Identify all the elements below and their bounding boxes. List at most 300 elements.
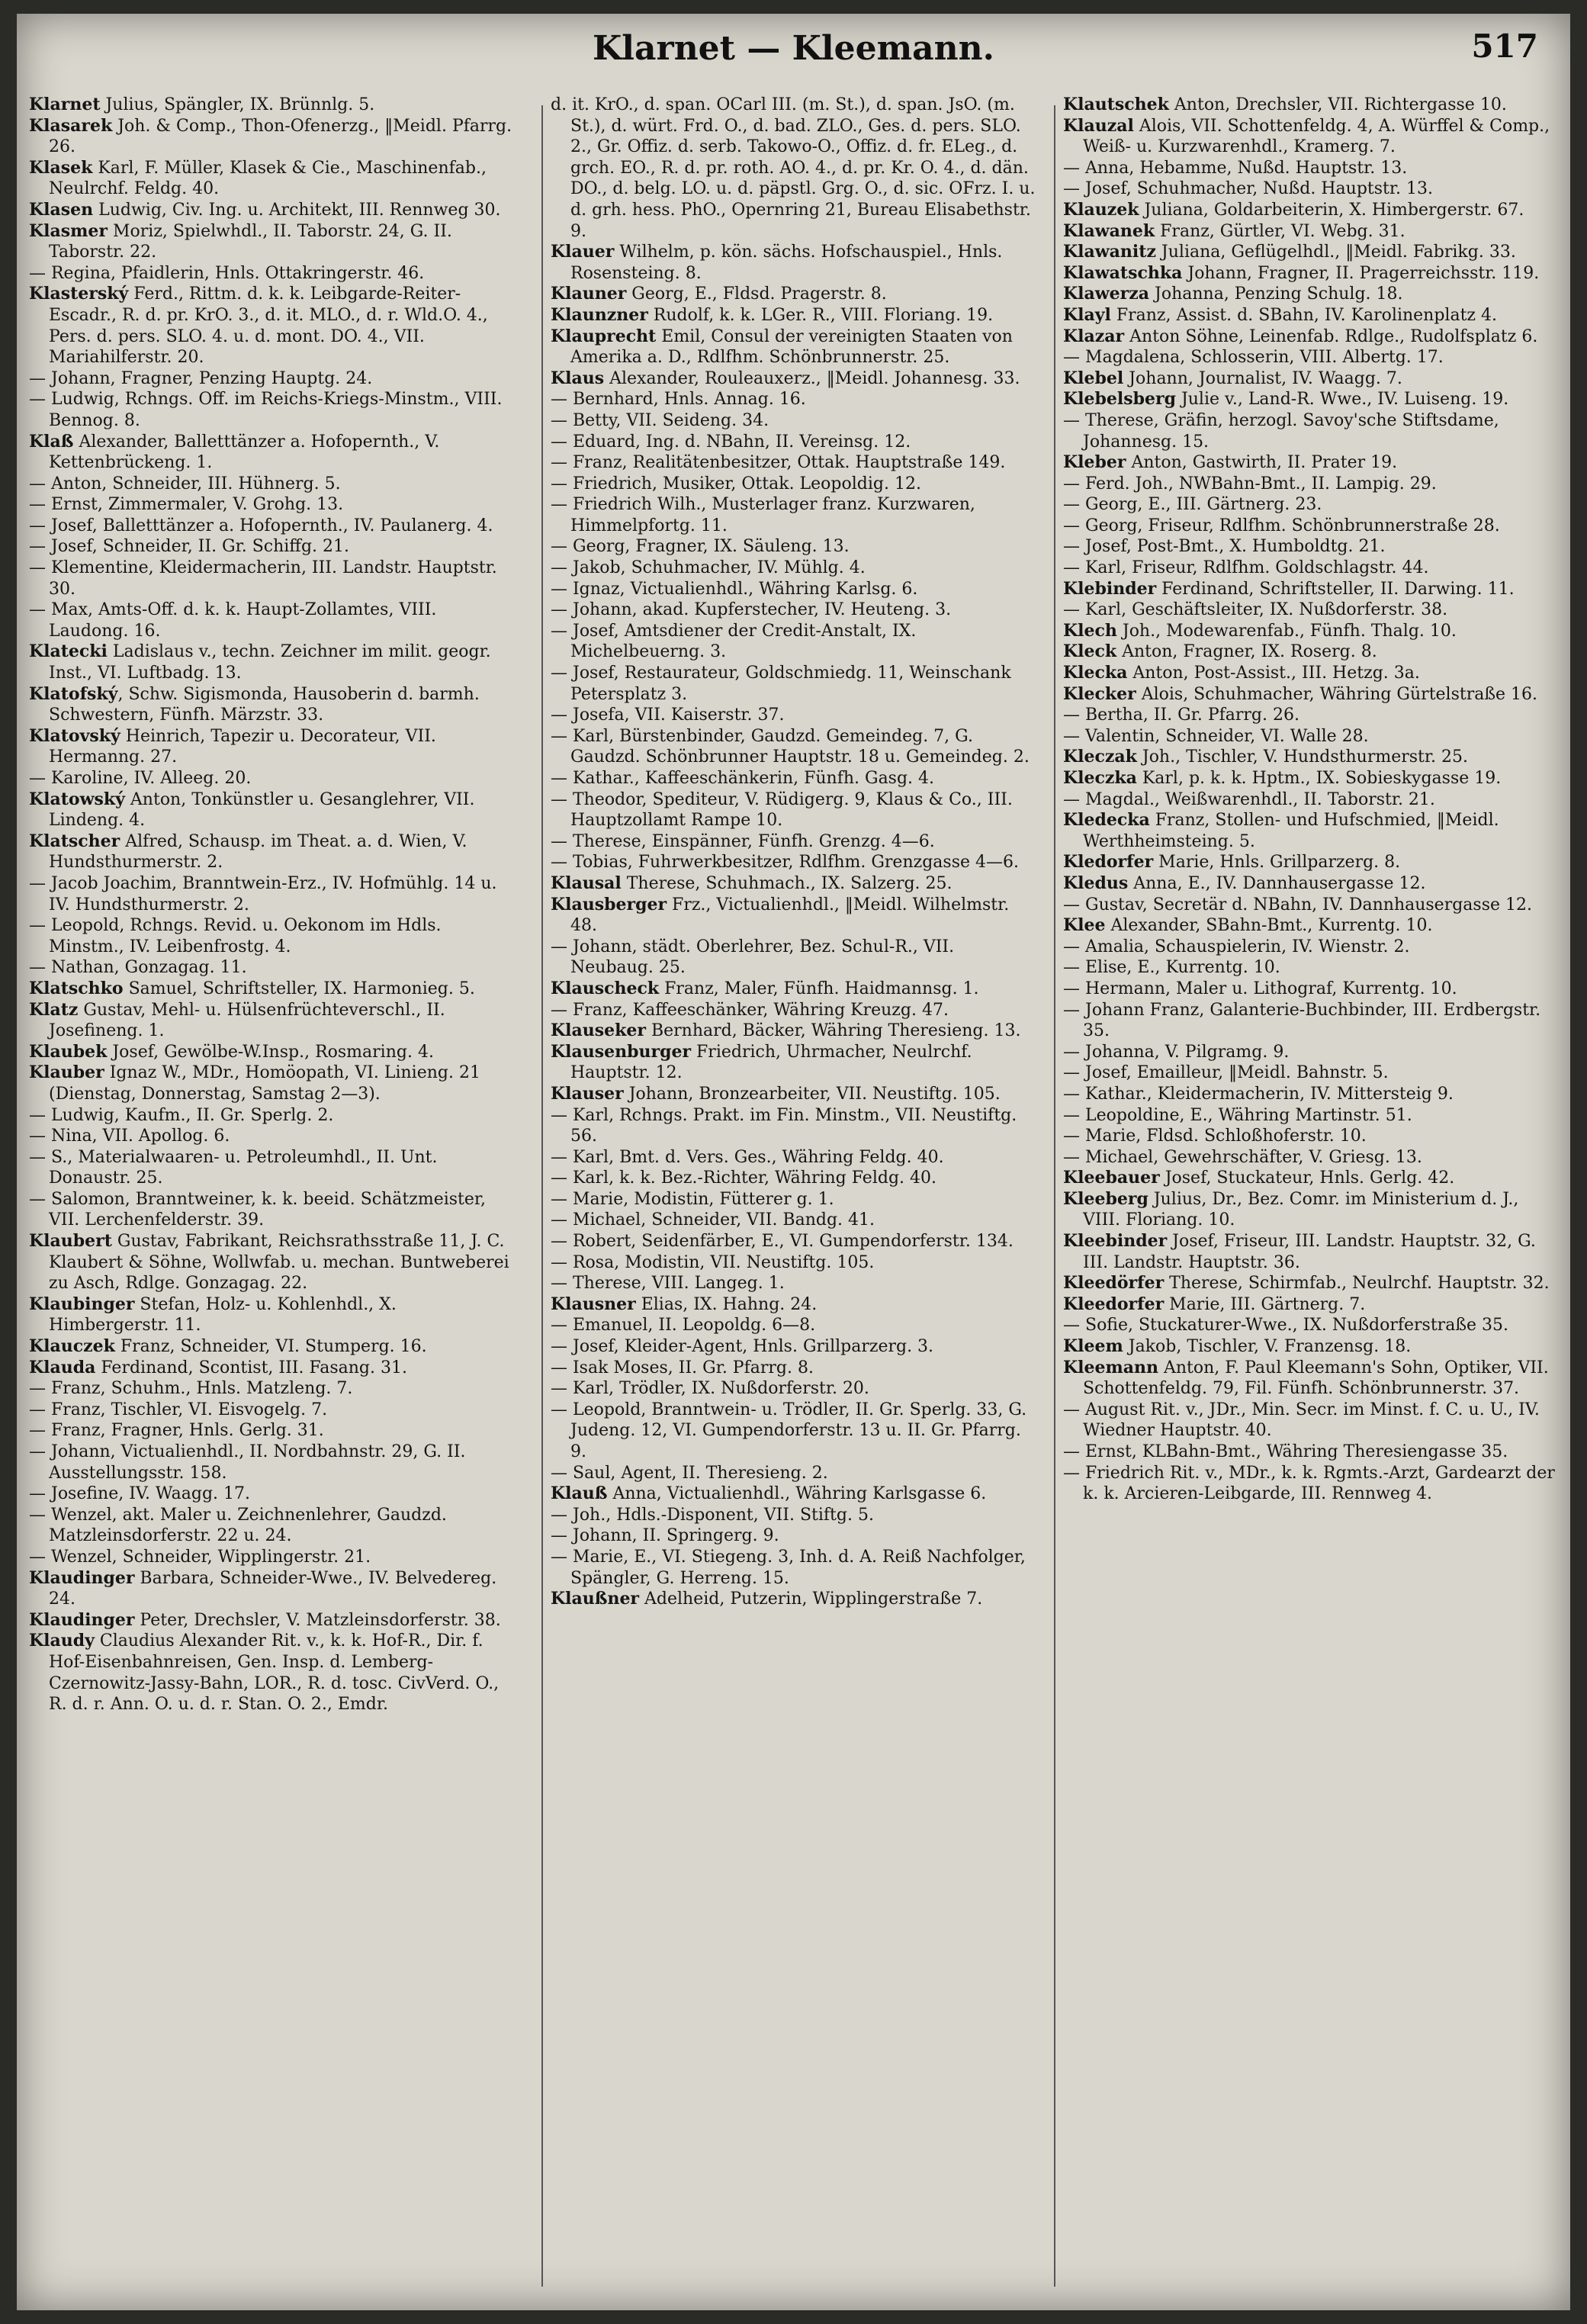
entry-details: — Ignaz, Victualienhdl., Währing Karlsg. 6. xyxy=(551,579,918,599)
entry-surname: Kleebauer xyxy=(1063,1168,1160,1188)
directory-entry xyxy=(1063,347,1559,368)
directory-entry xyxy=(29,1631,517,1715)
entry-details: — Salomon, Branntweiner, k. k. beeid. Schätzmeister, VII. Lerchenfelderstr. 39. xyxy=(29,1189,486,1230)
entry-details: — Franz, Realitätenbesitzer, Ottak. Hauptstraße 149. xyxy=(551,453,1006,473)
entry-surname: Klebel xyxy=(1063,368,1124,388)
entry-details: — Anton, Schneider, III. Hühnerg. 5. xyxy=(29,474,341,493)
directory-entry xyxy=(551,494,1039,536)
directory-entry xyxy=(551,1084,1039,1105)
entry-details: — Franz, Schuhm., Hnls. Matzleng. 7. xyxy=(29,1379,353,1399)
entry-details: Johann, Journalist, IV. Waagg. 7. xyxy=(1123,368,1402,388)
entry-details: Frz., Victualienhdl., ‖Meidl. Wilhelmstr. 48. xyxy=(570,895,1010,936)
entry-details: Johanna, Penzing Schulg. 18. xyxy=(1149,284,1403,304)
entry-details: Therese, Schuhmach., IX. Salzerg. 25. xyxy=(621,873,953,893)
directory-entry xyxy=(1063,95,1559,116)
entry-details: Josef, Friseur, III. Landstr. Hauptstr. 32, G. III. Landstr. Hauptstr. 36. xyxy=(1083,1232,1536,1272)
directory-entry xyxy=(1063,452,1559,474)
entry-details: — Nina, VII. Apollog. 6. xyxy=(29,1127,230,1146)
directory-entry xyxy=(1063,726,1559,747)
column-divider xyxy=(1054,105,1055,2287)
entry-details: Anton, Drechsler, VII. Richtergasse 10. xyxy=(1168,95,1507,114)
directory-entry xyxy=(551,1105,1039,1147)
directory-entry xyxy=(29,221,517,263)
entry-details: — Franz, Fragner, Hnls. Gerlg. 31. xyxy=(29,1421,324,1441)
entry-details: Ignaz W., MDr., Homöopath, VI. Linieng. 21 (Dienstag, Donnerstag, Samstag 2—3). xyxy=(49,1063,480,1104)
entry-surname: Klaubek xyxy=(29,1041,108,1062)
entry-details: Joh. & Comp., Thon-Ofenerzg., ‖Meidl. Pfarrg. 26. xyxy=(49,116,512,157)
entry-surname: Kledus xyxy=(1063,873,1129,893)
entry-details: Peter, Drechsler, V. Matzleinsdorferstr. 38. xyxy=(134,1610,501,1630)
directory-entry xyxy=(551,1252,1039,1274)
entry-details: — Wenzel, akt. Maler u. Zeichnenlehrer, Gaudzd. Matzleinsdorferstr. 22 u. 24. xyxy=(29,1505,447,1546)
entry-surname: Klauzal xyxy=(1063,115,1134,136)
directory-entry xyxy=(29,263,517,284)
directory-entry xyxy=(551,1525,1039,1547)
entry-surname: Klauber xyxy=(29,1062,104,1083)
directory-entry xyxy=(1063,284,1559,305)
entry-details: — Ferd. Joh., NWBahn-Bmt., II. Lampig. 29. xyxy=(1063,474,1437,493)
entry-details: — Josef, Schuhmacher, Nußd. Hauptstr. 13. xyxy=(1063,179,1433,199)
entry-details: — Josef, Kleider-Agent, Hnls. Grillparzerg. 3. xyxy=(551,1337,934,1357)
entry-details: Anton, Gastwirth, II. Prater 19. xyxy=(1126,453,1398,473)
entry-surname: Klaubert xyxy=(29,1231,112,1252)
entry-details: — Kathar., Kleidermacherin, IV. Mittersteig 9. xyxy=(1063,1084,1454,1104)
directory-entry xyxy=(1063,895,1559,916)
entry-details: — Josefine, IV. Waagg. 17. xyxy=(29,1484,251,1504)
entry-details: Julius, Spängler, IX. Brünnlg. 5. xyxy=(100,95,375,114)
directory-entry xyxy=(1063,810,1559,852)
directory-entry xyxy=(551,368,1039,390)
entry-details: — Leopold, Branntwein- u. Trödler, II. Gr. Sperlg. 33, G. Judeng. 12, VI. Gumpendorferstr. 13 u. II. Gr. Pfarrg. 9. xyxy=(551,1400,1027,1461)
entry-details: — Magdal., Weißwarenhdl., II. Taborstr. 21. xyxy=(1063,789,1435,809)
entry-details: Wilhelm, p. kön. sächs. Hofschauspiel., Hnls. Rosensteing. 8. xyxy=(570,243,1003,283)
entry-details: Ferdinand, Schriftsteller, II. Darwing. 11. xyxy=(1156,579,1515,599)
entry-details: — Michael, Gewehrschäfter, V. Griesg. 13. xyxy=(1063,1147,1422,1167)
entry-details: — Johann, städt. Oberlehrer, Bez. Schul-R., VII. Neubaug. 25. xyxy=(551,937,955,978)
entry-details: — Amalia, Schauspielerin, IV. Wienstr. 2. xyxy=(1063,937,1410,956)
directory-entry xyxy=(29,516,517,537)
entry-details: — Johanna, V. Pilgramg. 9. xyxy=(1063,1042,1290,1062)
directory-entry xyxy=(29,1442,517,1483)
entry-surname: Kleeberg xyxy=(1063,1188,1148,1209)
entry-details: — Josef, Schneider, II. Gr. Schiffg. 21. xyxy=(29,537,349,557)
entry-details: Rudolf, k. k. LGer. R., VIII. Floriang. 19. xyxy=(647,305,994,325)
directory-entry xyxy=(1063,1315,1559,1336)
entry-surname: Klech xyxy=(1063,620,1117,641)
column-left xyxy=(29,95,517,1715)
directory-entry xyxy=(551,1358,1039,1379)
directory-entry xyxy=(29,1294,517,1336)
directory-entry xyxy=(1063,1231,1559,1273)
entry-details: Karl, p. k. k. Hptm., IX. Sobieskygasse 19. xyxy=(1136,769,1502,788)
directory-entry xyxy=(1063,116,1559,158)
directory-entry xyxy=(551,326,1039,368)
directory-entry xyxy=(551,1589,1039,1610)
entry-details: — Ernst, KLBahn-Bmt., Währing Theresiengasse 35. xyxy=(1063,1442,1508,1461)
entry-surname: Klauprecht xyxy=(551,326,657,346)
directory-entry xyxy=(29,1042,517,1063)
entry-details: — Jacob Joachim, Branntwein-Erz., IV. Hofmühlg. 14 u. IV. Hundsthurmerstr. 2. xyxy=(29,873,497,914)
entry-details: Elias, IX. Hahng. 24. xyxy=(635,1294,818,1314)
directory-entry xyxy=(551,95,1039,242)
entry-details: — Josef, Amtsdiener der Credit-Anstalt, IX. Michelbeuerng. 3. xyxy=(551,621,917,662)
entry-details: — Tobias, Fuhrwerkbesitzer, Rdlfhm. Grenzgasse 4—6. xyxy=(551,853,1019,873)
directory-entry xyxy=(29,1358,517,1379)
entry-details: Franz, Maler, Fünfh. Haidmannsg. 1. xyxy=(659,979,979,998)
entry-details: Jakob, Tischler, V. Franzensg. 18. xyxy=(1123,1337,1412,1357)
directory-entry xyxy=(29,1105,517,1127)
entry-surname: Kleemann xyxy=(1063,1357,1158,1377)
directory-entry xyxy=(551,474,1039,495)
directory-entry xyxy=(1063,1463,1559,1505)
directory-entry xyxy=(551,599,1039,621)
entry-details: — Johann, akad. Kupferstecher, IV. Heuteng. 3. xyxy=(551,600,952,620)
directory-entry xyxy=(1063,621,1559,642)
entry-surname: Kleedörfer xyxy=(1063,1273,1165,1294)
entry-surname: Klebinder xyxy=(1063,578,1157,599)
entry-surname: Klauzek xyxy=(1063,199,1139,220)
directory-entry xyxy=(551,1483,1039,1505)
entry-surname: Klaunzner xyxy=(551,304,648,325)
entry-details: — Jakob, Schuhmacher, IV. Mühlg. 4. xyxy=(551,558,866,578)
directory-entry xyxy=(29,684,517,726)
directory-entry xyxy=(29,599,517,641)
directory-entry xyxy=(551,1378,1039,1400)
entry-surname: Klauer xyxy=(551,242,615,262)
entry-surname: Klayl xyxy=(1063,304,1111,325)
directory-entry xyxy=(1063,1168,1559,1189)
directory-entry xyxy=(29,1378,517,1400)
directory-entry xyxy=(551,389,1039,410)
directory-entry xyxy=(1063,242,1559,263)
column-right xyxy=(1063,95,1559,1505)
entry-details: — Gustav, Secretär d. NBahn, IV. Dannhausergasse 12. xyxy=(1063,895,1533,914)
column-middle xyxy=(551,95,1039,1610)
directory-entry xyxy=(551,536,1039,558)
entry-details: — Ludwig, Rchngs. Off. im Reichs-Kriegs-Minstm., VIII. Bennog. 8. xyxy=(29,390,503,430)
directory-entry xyxy=(29,368,517,390)
directory-entry xyxy=(551,579,1039,600)
entry-surname: Klaudinger xyxy=(29,1609,135,1630)
entry-details: Anton, Fragner, IX. Roserg. 8. xyxy=(1116,642,1377,662)
entry-surname: Klausenburger xyxy=(551,1041,692,1062)
directory-entry xyxy=(1063,979,1559,1000)
entry-details: Joh., Tischler, V. Hundsthurmerstr. 25. xyxy=(1136,747,1468,767)
entry-surname: Kleber xyxy=(1063,452,1126,473)
entry-details: — Karl, Bürstenbinder, Gaudzd. Gemeindeg. 7, G. Gaudzd. Schönbrunner Hauptstr. 18 u. Gemeindeg. 2. xyxy=(551,726,1030,767)
entry-surname: Klecka xyxy=(1063,663,1128,683)
directory-entry xyxy=(1063,389,1559,410)
directory-entry xyxy=(551,831,1039,853)
entry-details: — Wenzel, Schneider, Wipplingerstr. 21. xyxy=(29,1547,371,1567)
directory-entry xyxy=(1063,1126,1559,1147)
directory-entry xyxy=(1063,1400,1559,1442)
entry-surname: Klarnet xyxy=(29,95,101,114)
page-header xyxy=(17,24,1570,78)
entry-details: Ludwig, Civ. Ing. u. Architekt, III. Rennweg 30. xyxy=(93,200,501,220)
directory-entry xyxy=(1063,873,1559,895)
entry-details: — Kathar., Kaffeeschänkerin, Fünfh. Gasg. 4. xyxy=(551,769,935,788)
directory-entry xyxy=(1063,536,1559,558)
entry-details: Moriz, Spielwhdl., II. Taborstr. 24, G. II. Taborstr. 22. xyxy=(49,221,452,262)
entry-details: — Michael, Schneider, VII. Bandg. 41. xyxy=(551,1210,875,1230)
directory-entry xyxy=(1063,579,1559,600)
entry-details: — Max, Amts-Off. d. k. k. Haupt-Zollamtes, VIII. Laudong. 16. xyxy=(29,600,437,641)
entry-details: Anton Söhne, Leinenfab. Rdlge., Rudolfsplatz 6. xyxy=(1124,326,1538,346)
entry-details: — Johann, II. Springerg. 9. xyxy=(551,1526,779,1546)
entry-surname: Klauda xyxy=(29,1357,96,1377)
entry-details: — Karl, Trödler, IX. Nußdorferstr. 20. xyxy=(551,1379,869,1399)
entry-details: — Leopold, Rchngs. Revid. u. Oekonom im Hdls. Minstm., IV. Leibenfrostg. 4. xyxy=(29,916,442,956)
directory-entry xyxy=(551,937,1039,979)
directory-entry xyxy=(1063,263,1559,284)
entry-details: — Joh., Hdls.-Disponent, VII. Stiftg. 5. xyxy=(551,1505,874,1525)
entry-details: Alois, Schuhmacher, Währing Gürtelstraße 16. xyxy=(1136,684,1538,704)
entry-surname: Klasek xyxy=(29,157,93,178)
entry-details: Heinrich, Tapezir u. Decorateur, VII. Hermanng. 27. xyxy=(49,726,436,767)
directory-entry xyxy=(1063,915,1559,937)
entry-details: Barbara, Schneider-Wwe., IV. Belvedereg. 24. xyxy=(49,1568,497,1609)
directory-entry xyxy=(551,1168,1039,1189)
directory-entry xyxy=(551,432,1039,453)
entry-details: — Therese, Einspänner, Fünfh. Grenzg. 4—6. xyxy=(551,831,935,851)
entry-details: Gustav, Mehl- u. Hülsenfrüchteverschl., II. Josefineng. 1. xyxy=(49,1000,445,1041)
directory-entry xyxy=(29,558,517,599)
entry-surname: Klaußner xyxy=(551,1589,640,1609)
directory-entry xyxy=(551,242,1039,284)
entry-surname: Klawerza xyxy=(1063,284,1150,304)
directory-entry xyxy=(1063,1442,1559,1463)
directory-entry xyxy=(1063,1062,1559,1084)
entry-details: — Josef, Post-Bmt., X. Humboldtg. 21. xyxy=(1063,537,1386,557)
entry-details: — Georg, Fragner, IX. Säuleng. 13. xyxy=(551,537,850,557)
entry-details: — Ludwig, Kaufm., II. Gr. Sperlg. 2. xyxy=(29,1105,334,1125)
entry-details: Friedrich, Uhrmacher, Neulrchf. Hauptstr. 12. xyxy=(570,1042,972,1083)
entry-details: Alois, VII. Schottenfeldg. 4, A. Würffel & Comp., Weiß- u. Kurzwarenhdl., Kramerg. 7. xyxy=(1083,116,1550,157)
entry-details: — Friedrich Wilh., Musterlager franz. Kurzwaren, Himmelpfortg. 11. xyxy=(551,495,975,535)
entry-details: Franz, Stollen- und Hufschmied, ‖Meidl. Werthheimsteing. 5. xyxy=(1083,811,1499,851)
directory-entry xyxy=(29,1147,517,1189)
entry-details: — Johann, Fragner, Penzing Hauptg. 24. xyxy=(29,368,373,388)
directory-entry xyxy=(29,831,517,873)
entry-details: — Isak Moses, II. Gr. Pfarrg. 8. xyxy=(551,1358,814,1377)
directory-entry xyxy=(551,1147,1039,1168)
directory-entry xyxy=(1063,937,1559,958)
entry-details: Anna, Victualienhdl., Währing Karlsgasse 6. xyxy=(607,1484,987,1504)
directory-entry xyxy=(551,410,1039,432)
directory-entry xyxy=(1063,1042,1559,1063)
directory-entry xyxy=(551,1210,1039,1231)
entry-details: — S., Materialwaaren- u. Petroleumhdl., II. Unt. Donaustr. 25. xyxy=(29,1147,438,1188)
entry-details: — Karoline, IV. Alleeg. 20. xyxy=(29,769,252,788)
entry-details: Franz, Assist. d. SBahn, IV. Karolinenplatz 4. xyxy=(1110,305,1497,325)
directory-entry xyxy=(551,768,1039,789)
entry-details: — Sofie, Stuckaturer-Wwe., IX. Nußdorferstraße 35. xyxy=(1063,1316,1509,1336)
entry-details: — Therese, Gräfin, herzogl. Savoy'sche Stiftsdame, Johannesg. 15. xyxy=(1063,410,1499,452)
entry-details: Samuel, Schriftsteller, IX. Harmonieg. 5. xyxy=(123,979,475,998)
directory-entry xyxy=(1063,1358,1559,1400)
directory-entry xyxy=(1063,747,1559,768)
entry-details: Bernhard, Bäcker, Währing Theresieng. 13. xyxy=(645,1021,1021,1041)
entry-details: — Josef, Emailleur, ‖Meidl. Bahnstr. 5. xyxy=(1063,1063,1389,1083)
page-number: 517 xyxy=(1471,27,1538,65)
entry-details: Julie v., Land-R. Wwe., IV. Luiseng. 19. xyxy=(1175,390,1509,410)
directory-entry xyxy=(29,116,517,158)
entry-surname: Klaß xyxy=(29,431,74,452)
directory-entry xyxy=(1063,1273,1559,1294)
entry-details: Ferd., Rittm. d. k. k. Leibgarde-Reiter-Escadr., R. d. pr. KrO. 3., d. it. MLO., d. r. Wld.O. 4., Pers. d. pers. SLO. 4. u. d. mont. DO. 4., VII. Mariahilferstr. 20. xyxy=(49,284,488,368)
entry-surname: Klasterský xyxy=(29,284,129,304)
entry-surname: Klaubinger xyxy=(29,1294,135,1314)
directory-entry xyxy=(551,1463,1039,1484)
entry-surname: Klawatschka xyxy=(1063,262,1183,283)
entry-surname: Kleebinder xyxy=(1063,1231,1168,1252)
directory-entry xyxy=(1063,410,1559,452)
directory-entry xyxy=(29,494,517,516)
directory-entry xyxy=(551,1294,1039,1316)
directory-entry xyxy=(29,768,517,789)
entry-details: — Magdalena, Schlosserin, VIII. Albertg. 17. xyxy=(1063,348,1444,368)
running-head: Klarnet — Kleemann. xyxy=(593,29,994,68)
entry-details: — Emanuel, II. Leopoldg. 6—8. xyxy=(551,1316,816,1336)
entry-surname: Klasen xyxy=(29,199,94,220)
entry-details: — Saul, Agent, II. Theresieng. 2. xyxy=(551,1463,828,1483)
entry-details: Joh., Modewarenfab., Fünfh. Thalg. 10. xyxy=(1116,621,1457,641)
entry-surname: Klatofský xyxy=(29,683,118,704)
directory-entry xyxy=(1063,663,1559,684)
entry-details: Karl, F. Müller, Klasek & Cie., Maschinenfab., Neulrchf. Feldg. 40. xyxy=(49,158,487,199)
entry-details: Gustav, Fabrikant, Reichsrathsstraße 11, J. C. Klaubert & Söhne, Wollwfab. u. mechan. Buntweberei zu Asch, Rdlge. Gonzagag. 22. xyxy=(49,1232,509,1294)
directory-entry xyxy=(551,558,1039,579)
entry-surname: Klaudy xyxy=(29,1631,95,1651)
entry-details: Juliana, Goldarbeiterin, X. Himbergerstr. 67. xyxy=(1139,200,1524,220)
entry-surname: Kledorfer xyxy=(1063,852,1154,873)
entry-details: — Rosa, Modistin, VII. Neustiftg. 105. xyxy=(551,1252,875,1272)
entry-details: — Josefa, VII. Kaiserstr. 37. xyxy=(551,706,785,725)
entry-surname: Klauser xyxy=(551,1083,624,1104)
directory-entry xyxy=(551,284,1039,305)
entry-details: — Regina, Pfaidlerin, Hnls. Ottakringerstr. 46. xyxy=(29,263,425,283)
directory-entry xyxy=(1063,326,1559,348)
directory-entry xyxy=(551,1021,1039,1042)
entry-details: — Karl, Rchngs. Prakt. im Fin. Minstm., VII. Neustiftg. 56. xyxy=(551,1105,1017,1146)
directory-entry xyxy=(1063,558,1559,579)
directory-entry xyxy=(551,873,1039,895)
entry-surname: Klatz xyxy=(29,999,79,1020)
directory-entry xyxy=(29,1610,517,1631)
entry-surname: Klawanek xyxy=(1063,220,1155,241)
entry-surname: Kledecka xyxy=(1063,810,1150,831)
entry-details: — Georg, Friseur, Rdlfhm. Schönbrunnerstraße 28. xyxy=(1063,516,1500,535)
entry-details: Franz, Schneider, VI. Stumperg. 16. xyxy=(114,1337,427,1357)
entry-details: — Nathan, Gonzagag. 11. xyxy=(29,958,247,978)
entry-details: Alexander, Rouleauxerz., ‖Meidl. Johannesg. 33. xyxy=(604,368,1020,388)
entry-details: — Hermann, Maler u. Lithograf, Kurrentg. 10. xyxy=(1063,979,1457,998)
directory-entry xyxy=(551,705,1039,726)
directory-entry xyxy=(1063,1000,1559,1042)
directory-entry xyxy=(29,726,517,768)
directory-entry xyxy=(29,432,517,474)
entry-details: — Marie, Modistin, Fütterer g. 1. xyxy=(551,1189,834,1209)
directory-entry xyxy=(29,1568,517,1610)
entry-details: Alfred, Schausp. im Theat. a. d. Wien, V. Hundsthurmerstr. 2. xyxy=(49,831,467,873)
entry-details: — Josef, Balletttänzer a. Hofopernth., IV. Paulanerg. 4. xyxy=(29,516,493,535)
directory-entry xyxy=(551,1315,1039,1336)
entry-surname: Kleck xyxy=(1063,641,1117,662)
directory-entry xyxy=(551,663,1039,705)
entry-surname: Kleczka xyxy=(1063,768,1137,788)
directory-entry xyxy=(1063,494,1559,516)
entry-details: — August Rit. v., JDr., Min. Secr. im Minst. f. C. u. U., IV. Wiedner Hauptstr. 40. xyxy=(1063,1400,1540,1441)
entry-details: — Karl, k. k. Bez.-Richter, Währing Feldg. 40. xyxy=(551,1168,936,1188)
directory-entry xyxy=(29,979,517,1000)
directory-entry xyxy=(29,284,517,368)
directory-entry xyxy=(29,1062,517,1104)
entry-surname: Klecker xyxy=(1063,683,1136,704)
directory-entry xyxy=(29,789,517,831)
entry-details: Alexander, SBahn-Bmt., Kurrentg. 10. xyxy=(1105,916,1433,936)
directory-entry xyxy=(1063,705,1559,726)
directory-entry xyxy=(29,1000,517,1042)
entry-details: — Johann, Victualienhdl., II. Nordbahnstr. 29, G. II. Ausstellungsstr. 158. xyxy=(29,1442,466,1483)
directory-entry xyxy=(29,873,517,915)
directory-entry xyxy=(1063,641,1559,663)
entry-surname: Klauseker xyxy=(551,1021,646,1041)
entry-details: Claudius Alexander Rit. v., k. k. Hof-R., Dir. f. Hof-Eisenbahnreisen, Gen. Insp. d. Lemberg-Czernowitz-Jassy-Bahn, LOR., R. d. tosc. CivVerd. O., R. d. r. Ann. O. u. d. r. Stan. O. 2., Emdr. xyxy=(49,1631,500,1715)
directory-entry xyxy=(1063,768,1559,789)
directory-entry xyxy=(29,957,517,979)
entry-details: — Georg, E., III. Gärtnerg. 23. xyxy=(1063,495,1322,515)
directory-entry xyxy=(1063,1189,1559,1231)
entry-surname: Kleem xyxy=(1063,1336,1123,1357)
directory-entry xyxy=(1063,599,1559,621)
entry-surname: Klazar xyxy=(1063,326,1125,346)
directory-entry xyxy=(551,452,1039,474)
entry-details: Josef, Stuckateur, Hnls. Gerlg. 42. xyxy=(1159,1168,1455,1188)
directory-entry xyxy=(1063,957,1559,979)
directory-entry xyxy=(29,536,517,558)
directory-entry xyxy=(29,1400,517,1421)
entry-details: — Karl, Geschäftsleiter, IX. Nußdorferstr. 38. xyxy=(1063,600,1448,620)
entry-surname: Klauß xyxy=(551,1483,608,1504)
entry-details: — Karl, Friseur, Rdlfhm. Goldschlagstr. 44. xyxy=(1063,558,1429,578)
entry-details: Anton, Post-Assist., III. Hetzg. 3a. xyxy=(1127,664,1420,683)
directory-entry xyxy=(551,789,1039,831)
entry-surname: Klatovský xyxy=(29,725,120,746)
directory-entry xyxy=(1063,516,1559,537)
directory-entry xyxy=(29,1189,517,1231)
entry-surname: Kleedorfer xyxy=(1063,1294,1165,1314)
entry-details: — Bernhard, Hnls. Annag. 16. xyxy=(551,390,806,410)
entry-surname: Klee xyxy=(1063,915,1106,936)
entry-details: — Bertha, II. Gr. Pfarrg. 26. xyxy=(1063,706,1299,725)
entry-details: — Anna, Hebamme, Nußd. Hauptstr. 13. xyxy=(1063,158,1408,178)
entry-details: Alexander, Balletttänzer a. Hofopernth., V. Kettenbrückeng. 1. xyxy=(49,432,440,473)
directory-entry xyxy=(1063,1147,1559,1168)
directory-entry xyxy=(551,726,1039,768)
directory-entry xyxy=(551,1273,1039,1294)
directory-entry xyxy=(29,641,517,683)
entry-surname: Klasmer xyxy=(29,220,108,241)
directory-entry xyxy=(1063,684,1559,706)
directory-entry xyxy=(29,474,517,495)
entry-surname: Klausberger xyxy=(551,894,667,914)
entry-details: — Marie, Fldsd. Schloßhoferstr. 10. xyxy=(1063,1127,1367,1146)
entry-details: — Franz, Tischler, VI. Eisvogelg. 7. xyxy=(29,1400,328,1419)
entry-details: — Josef, Restaurateur, Goldschmiedg. 11, Weinschank Petersplatz 3. xyxy=(551,664,1011,704)
entry-details: — Eduard, Ing. d. NBahn, II. Vereinsg. 12. xyxy=(551,432,911,452)
entry-details: Julius, Dr., Bez. Comr. im Ministerium d. J., VIII. Floriang. 10. xyxy=(1083,1189,1519,1230)
